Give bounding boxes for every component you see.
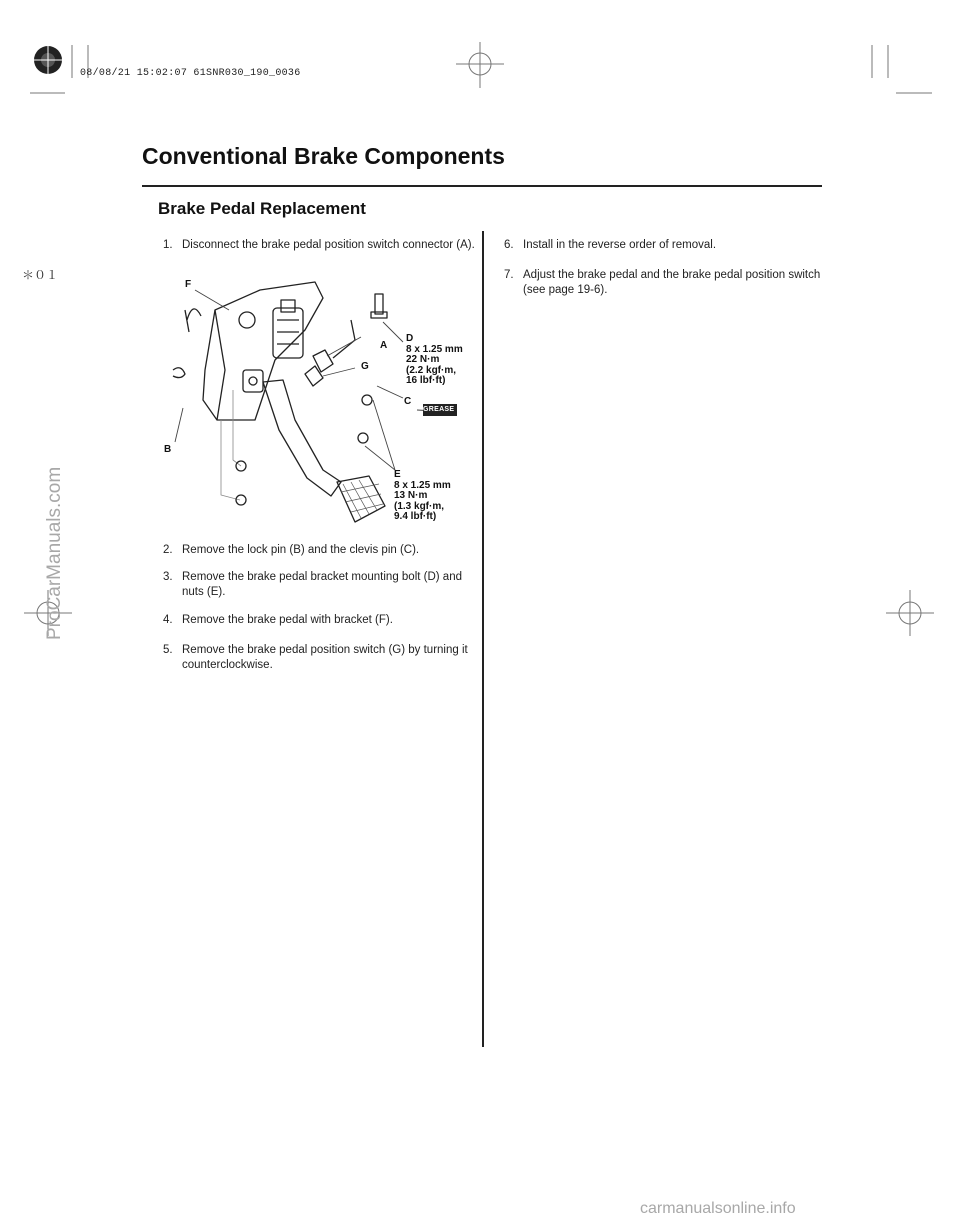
step-text: Install in the reverse order of removal.: [523, 239, 717, 251]
step-4: [163, 613, 482, 628]
grease-label: GREASE: [423, 406, 455, 413]
spec-e-torque: 13 N·m: [394, 490, 428, 501]
margin-mark: ＊０１: [22, 269, 59, 283]
spec-d-lbf: 16 lbf·ft): [406, 375, 446, 386]
spec-e: [394, 470, 451, 523]
spec-d: [406, 334, 463, 387]
spec-d-kgf: (2.2 kgf·m,: [406, 364, 457, 376]
bottom-watermark: carmanualsonline.info: [640, 1200, 796, 1217]
step-number: 2.: [163, 544, 173, 556]
pedal-arm-shape: [263, 380, 341, 496]
step-6: [504, 238, 843, 253]
print-stamp: 08/08/21 15:02:07 61SNR030_190_0036: [80, 68, 301, 79]
step-text: Remove the brake pedal bracket mounting bolt (D) and nuts (E).: [182, 571, 462, 598]
step-number: 4.: [163, 614, 173, 626]
spec-e-kgf: (1.3 kgf·m,: [394, 500, 445, 512]
step-number: 6.: [504, 239, 514, 251]
side-watermark: ProCarManuals.com: [44, 466, 65, 640]
step-2: [163, 543, 482, 558]
step-number: 3.: [163, 571, 173, 583]
spec-d-size: 8 x 1.25 mm: [406, 343, 463, 355]
label-a: A: [380, 340, 388, 351]
step-text: Remove the lock pin (B) and the clevis pin (C).: [182, 544, 420, 556]
section-title: Conventional Brake Components: [142, 143, 505, 169]
step-5: [163, 643, 482, 673]
title-rule: [142, 185, 822, 187]
step-text: Disconnect the brake pedal position switch connector (A).: [182, 239, 475, 251]
label-b: B: [164, 444, 172, 455]
step-number: 7.: [504, 269, 514, 281]
label-g: G: [361, 361, 369, 372]
pedal-bracket-shape: [203, 282, 323, 420]
step-7: [504, 268, 843, 298]
spec-e-letter: E: [394, 469, 401, 480]
spec-d-torque: 22 N·m: [406, 354, 440, 365]
step-text: Adjust the brake pedal and the brake pedal position switch (see page 19-6).: [523, 269, 821, 296]
step-text: Remove the brake pedal with bracket (F).: [182, 614, 393, 626]
step-3: [163, 570, 482, 600]
step-number: 1.: [163, 239, 173, 251]
registration-target-icon: [28, 40, 68, 80]
step-number: 5.: [163, 644, 173, 656]
spec-d-letter: D: [406, 333, 414, 344]
label-c: C: [404, 396, 412, 407]
label-f: F: [185, 279, 192, 290]
spec-e-lbf: 9.4 lbf·ft): [394, 511, 437, 522]
step-text: Remove the brake pedal position switch (G) by turning it counterclockwise.: [182, 644, 468, 671]
page-subtitle: Brake Pedal Replacement: [158, 199, 366, 218]
step-1: [163, 238, 482, 253]
spec-e-size: 8 x 1.25 mm: [394, 479, 451, 491]
